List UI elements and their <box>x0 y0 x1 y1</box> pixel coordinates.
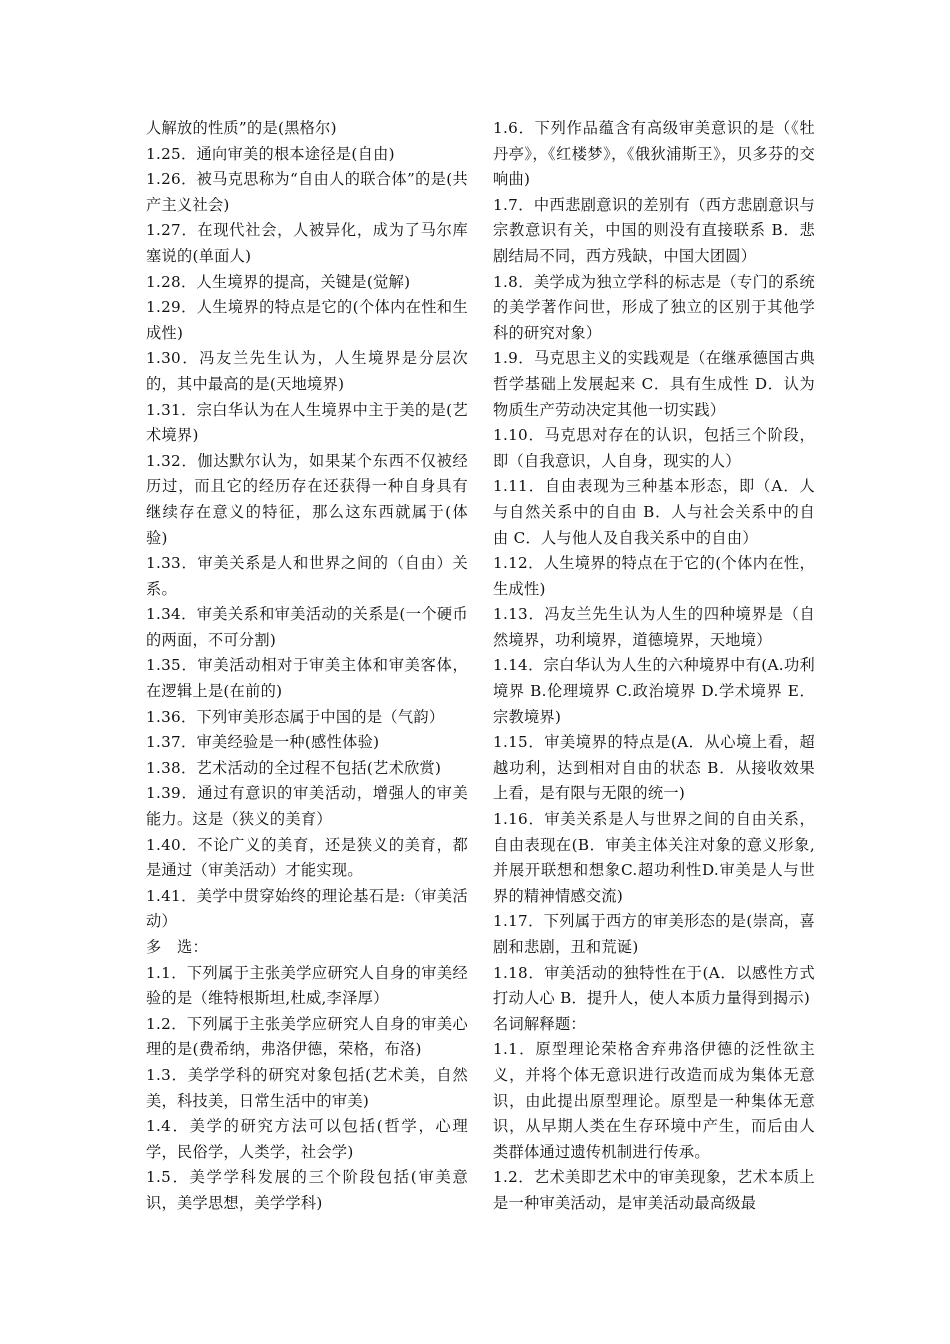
left-column-paragraph: 1.37．审美经验是一种(感性体验) <box>146 733 380 752</box>
left-column-paragraph: 1.5．美学学科发展的三个阶段包括(审美意识，美学思想，美学学科) <box>146 1168 468 1212</box>
right-column-paragraph: 1.8．美学成为独立学科的标志是（专门的系统的美学著作问世，形成了独立的区别于其他学科的研究对象） <box>493 272 815 342</box>
left-column-paragraph: 1.41．美学中贯穿始终的理论基石是:（审美活动） <box>146 886 468 931</box>
left-column-paragraph: 人解放的性质”的是(黑格尔) <box>146 119 337 137</box>
right-column-paragraph: 1.9．马克思主义的实践观是（在继承德国古典哲学基础上发展起来 C．具有生成性 D．认为物质生产劳动决定其他一切实践） <box>493 349 815 419</box>
left-column-paragraph: 1.31．宗白华认为在人生境界中主于美的是(艺术境界) <box>146 400 468 445</box>
left-column-paragraph: 1.3．美学学科的研究对象包括(艺术美，自然美，科技美，日常生活中的审美) <box>146 1065 468 1110</box>
left-column-paragraph: 1.33．审美关系是人和世界之间的（自由）关系。 <box>146 554 468 598</box>
left-column-paragraph: 1.40．不论广义的美育，还是狭义的美育，都是通过（审美活动）才能实现。 <box>146 835 468 880</box>
left-column-paragraph: 1.1．下列属于主张美学应研究人自身的审美经验的是（维特根斯坦,杜威,李泽厚） <box>146 963 468 1008</box>
left-column-paragraph: 1.2．下列属于主张美学应研究人自身的审美心理的是(费希纳，弗洛伊德，荣格，布洛) <box>146 1014 468 1059</box>
right-column-paragraph: 1.18．审美活动的独特性在于(A．以感性方式打动人心 B．提升人，使人本质力量得到揭示) <box>493 963 815 1008</box>
left-column-paragraph: 1.4．美学的研究方法可以包括(哲学，心理学，民俗学，人类学，社会学) <box>146 1117 468 1161</box>
right-column <box>493 116 815 1217</box>
left-column-paragraph: 1.28．人生境界的提高，关键是(觉解) <box>146 272 411 291</box>
left-column-paragraph: 1.38．艺术活动的全过程不包括(艺术欣赏) <box>146 758 442 777</box>
left-column-paragraph: 1.26．被马克思称为“自由人的联合体”的是(共产主义社会) <box>146 170 468 214</box>
left-column-paragraph: 1.39．通过有意识的审美活动，增强人的审美能力。这是（狭义的美育） <box>146 784 468 829</box>
left-column-paragraph: 1.32．伽达默尔认为，如果某个东西不仅被经历过，而且它的经历存在还获得一种自身具有继续存在意义的特征，那么这东西就属于(体验) <box>146 451 468 547</box>
left-column-paragraph: 1.35．审美活动相对于审美主体和审美客体，在逻辑上是(在前的) <box>146 656 468 701</box>
right-column-paragraph: 1.2．艺术美即艺术中的审美现象，艺术本质上是一种审美活动，是审美活动最高级最 <box>493 1168 815 1212</box>
right-column-paragraph: 1.11．自由表现为三种基本形态，即（A．人与自然关系中的自由 B．人与社会关系中的自由 C．人与他人及自我关系中的自由） <box>493 477 815 547</box>
right-column-paragraph: 1.15．审美境界的特点是(A．从心境上看，超越功利，达到相对自由的状态 B．从接收效果上看，是有限与无限的统一) <box>493 733 815 803</box>
left-column-paragraph: 1.27．在现代社会，人被异化，成为了马尔库塞说的(单面人) <box>146 221 468 265</box>
right-column-paragraph: 1.13．冯友兰先生认为人生的四种境界是（自然境界，功利境界，道德境界，天地境） <box>493 605 815 649</box>
left-column-paragraph: 1.34．审美关系和审美活动的关系是(一个硬币的两面，不可分割) <box>146 605 468 649</box>
left-column-paragraph: 1.30．冯友兰先生认为，人生境界是分层次的，其中最高的是(天地境界) <box>146 349 468 393</box>
left-column-paragraph: 多 选： <box>146 938 208 956</box>
right-column-paragraph: 1.10．马克思对存在的认识，包括三个阶段，即（自我意识，人自身，现实的人） <box>493 426 815 470</box>
right-column-paragraph: 1.14．宗白华认为人生的六种境界中有(A.功利境界 B.伦理境界 C.政治境界 D.学术境界 E．宗教境界) <box>493 656 815 726</box>
right-column-paragraph: 1.17．下列属于西方的审美形态的是(崇高，喜剧和悲剧，丑和荒诞) <box>493 912 815 956</box>
left-column-paragraph: 1.29．人生境界的特点是它的(个体内在性和生成性) <box>146 298 468 342</box>
right-column-paragraph: 1.16．审美关系是人与世界之间的自由关系，自由表现在(B．审美主体关注对象的意义形象,并展开联想和想象C.超功利性D.审美是人与世界的精神情感交流) <box>493 810 815 905</box>
left-column-paragraph: 1.25．通向审美的根本途径是(自由) <box>146 144 395 163</box>
right-column-paragraph: 名词解释题： <box>493 1014 586 1033</box>
left-column-paragraph: 1.36．下列审美形态属于中国的是（气韵） <box>146 707 445 726</box>
right-column-paragraph: 1.12．人生境界的特点在于它的(个体内在性，生成性) <box>493 554 815 598</box>
left-column <box>146 116 468 1217</box>
right-column-paragraph: 1.6．下列作品蕴含有高级审美意识的是（《牡丹亭》，《红楼梦》，《俄狄浦斯王》，贝多芬的交响曲) <box>493 119 815 189</box>
right-column-paragraph: 1.1．原型理论荣格舍弃弗洛伊德的泛性欲主义，并将个体无意识进行改造而成为集体无意识，由此提出原型理论。原型是一种集体无意识，从早期人类在生存环境中产生，而后由人类群体通过遗传机制进行传承。 <box>493 1040 815 1161</box>
right-column-paragraph: 1.7．中西悲剧意识的差别有（西方悲剧意识与宗教意识有关，中国的则没有直接联系 B．悲剧结局不同，西方残缺，中国大团圆） <box>493 195 815 265</box>
